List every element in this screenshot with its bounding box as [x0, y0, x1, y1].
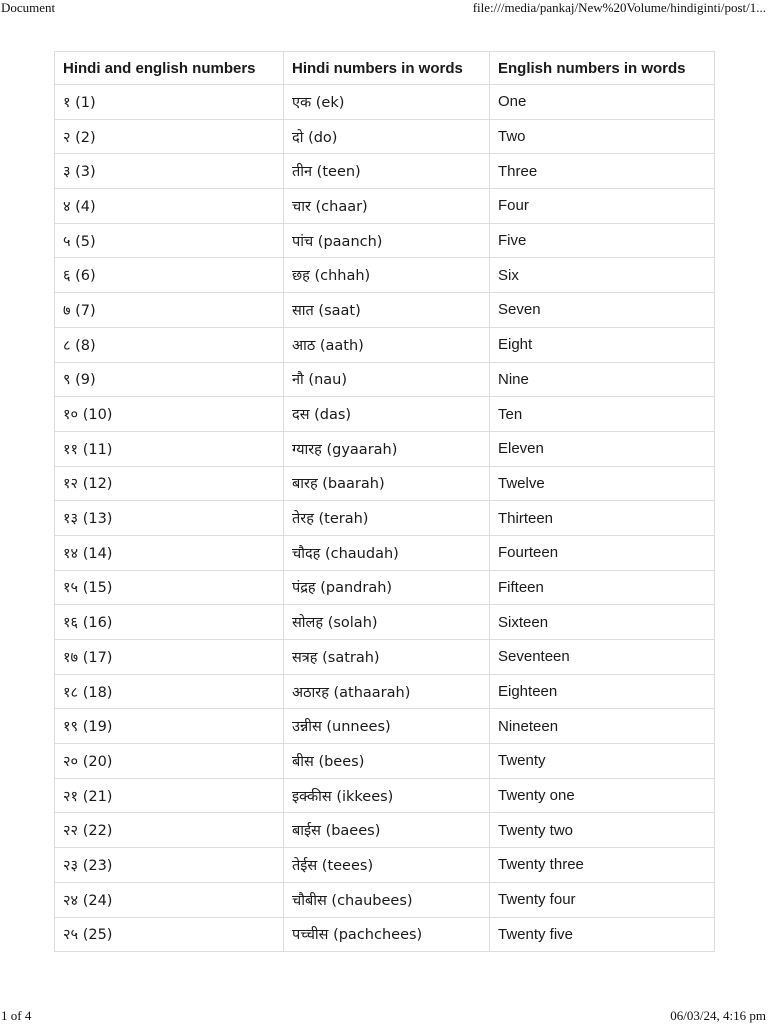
table-row	[55, 744, 715, 779]
english-word-cell: Eleven	[490, 431, 715, 466]
english-word-cell: Twelve	[490, 466, 715, 501]
hindi-word-cell: तेरह (terah)	[284, 501, 490, 536]
table-row	[55, 917, 715, 952]
english-word-cell: Five	[490, 223, 715, 258]
hindi-word-cell: तीन (teen)	[284, 154, 490, 189]
number-cell: ५ (5)	[55, 223, 284, 258]
hindi-word-cell: सात (saat)	[284, 293, 490, 328]
number-cell: २ (2)	[55, 119, 284, 154]
english-word-cell: Seven	[490, 293, 715, 328]
table-row	[55, 258, 715, 293]
number-cell: ९ (9)	[55, 362, 284, 397]
number-cell: २२ (22)	[55, 813, 284, 848]
header-row	[55, 52, 715, 85]
column-header-english-words: English numbers in words	[490, 52, 715, 85]
hindi-word-cell: सोलह (solah)	[284, 605, 490, 640]
english-word-cell: Three	[490, 154, 715, 189]
english-word-cell: Thirteen	[490, 501, 715, 536]
english-word-cell: Fourteen	[490, 535, 715, 570]
number-cell: १५ (15)	[55, 570, 284, 605]
number-cell: २३ (23)	[55, 848, 284, 883]
table-row	[55, 223, 715, 258]
hindi-word-cell: एक (ek)	[284, 85, 490, 120]
english-word-cell: Nine	[490, 362, 715, 397]
table-row	[55, 293, 715, 328]
hindi-word-cell: चौबीस (chaubees)	[284, 882, 490, 917]
english-word-cell: Six	[490, 258, 715, 293]
hindi-word-cell: छह (chhah)	[284, 258, 490, 293]
english-word-cell: Twenty one	[490, 778, 715, 813]
table-row	[55, 85, 715, 120]
hindi-word-cell: चार (chaar)	[284, 189, 490, 224]
english-word-cell: Twenty four	[490, 882, 715, 917]
page-number: 1 of 4	[1, 1008, 32, 1023]
hindi-word-cell: अठारह (athaarah)	[284, 674, 490, 709]
number-cell: १४ (14)	[55, 535, 284, 570]
number-cell: ६ (6)	[55, 258, 284, 293]
english-word-cell: Eight	[490, 327, 715, 362]
hindi-word-cell: बीस (bees)	[284, 744, 490, 779]
table-row	[55, 154, 715, 189]
english-word-cell: Seventeen	[490, 640, 715, 675]
hindi-word-cell: दो (do)	[284, 119, 490, 154]
hindi-word-cell: पच्चीस (pachchees)	[284, 917, 490, 952]
table-row	[55, 882, 715, 917]
number-cell: १६ (16)	[55, 605, 284, 640]
column-header-hindi-english-numbers: Hindi and english numbers	[55, 52, 284, 85]
english-word-cell: Two	[490, 119, 715, 154]
number-cell: ७ (7)	[55, 293, 284, 328]
number-cell: १२ (12)	[55, 466, 284, 501]
number-cell: २० (20)	[55, 744, 284, 779]
table-row	[55, 397, 715, 432]
number-cell: १० (10)	[55, 397, 284, 432]
table-row	[55, 605, 715, 640]
hindi-word-cell: ग्यारह (gyaarah)	[284, 431, 490, 466]
numbers-table	[54, 51, 715, 952]
hindi-word-cell: बाईस (baees)	[284, 813, 490, 848]
number-cell: १ (1)	[55, 85, 284, 120]
document-url: file:///media/pankaj/New%20Volume/hindiginti/post/1...	[472, 0, 766, 15]
number-cell: २४ (24)	[55, 882, 284, 917]
english-word-cell: One	[490, 85, 715, 120]
hindi-word-cell: तेईस (teees)	[284, 848, 490, 883]
table-row	[55, 501, 715, 536]
print-date: 06/03/24, 4:16 pm	[670, 1008, 766, 1023]
number-cell: २५ (25)	[55, 917, 284, 952]
table-row	[55, 431, 715, 466]
hindi-word-cell: पंद्रह (pandrah)	[284, 570, 490, 605]
hindi-word-cell: पांच (paanch)	[284, 223, 490, 258]
table-row	[55, 466, 715, 501]
table-row	[55, 570, 715, 605]
number-cell: ४ (4)	[55, 189, 284, 224]
table-row	[55, 362, 715, 397]
table-header	[55, 52, 715, 85]
table-body	[55, 85, 715, 952]
table-row	[55, 119, 715, 154]
hindi-word-cell: उन्नीस (unnees)	[284, 709, 490, 744]
table-row	[55, 709, 715, 744]
english-word-cell: Nineteen	[490, 709, 715, 744]
table-row	[55, 640, 715, 675]
hindi-word-cell: आठ (aath)	[284, 327, 490, 362]
table-row	[55, 848, 715, 883]
english-word-cell: Twenty three	[490, 848, 715, 883]
document-title: Document	[1, 0, 56, 15]
number-cell: १३ (13)	[55, 501, 284, 536]
table-row	[55, 535, 715, 570]
english-word-cell: Fifteen	[490, 570, 715, 605]
print-footer	[0, 1008, 768, 1024]
number-cell: ११ (11)	[55, 431, 284, 466]
hindi-word-cell: बारह (baarah)	[284, 466, 490, 501]
hindi-word-cell: इक्कीस (ikkees)	[284, 778, 490, 813]
english-word-cell: Four	[490, 189, 715, 224]
english-word-cell: Twenty two	[490, 813, 715, 848]
number-cell: १८ (18)	[55, 674, 284, 709]
table-row	[55, 813, 715, 848]
column-header-hindi-words: Hindi numbers in words	[284, 52, 490, 85]
table-row	[55, 327, 715, 362]
table-row	[55, 674, 715, 709]
number-cell: ३ (3)	[55, 154, 284, 189]
number-cell: १७ (17)	[55, 640, 284, 675]
english-word-cell: Ten	[490, 397, 715, 432]
hindi-word-cell: नौ (nau)	[284, 362, 490, 397]
number-cell: ८ (8)	[55, 327, 284, 362]
hindi-word-cell: सत्रह (satrah)	[284, 640, 490, 675]
number-cell: १९ (19)	[55, 709, 284, 744]
hindi-word-cell: दस (das)	[284, 397, 490, 432]
english-word-cell: Twenty	[490, 744, 715, 779]
table-row	[55, 778, 715, 813]
hindi-word-cell: चौदह (chaudah)	[284, 535, 490, 570]
english-word-cell: Sixteen	[490, 605, 715, 640]
english-word-cell: Eighteen	[490, 674, 715, 709]
print-header	[0, 0, 768, 18]
english-word-cell: Twenty five	[490, 917, 715, 952]
number-cell: २१ (21)	[55, 778, 284, 813]
table-row	[55, 189, 715, 224]
